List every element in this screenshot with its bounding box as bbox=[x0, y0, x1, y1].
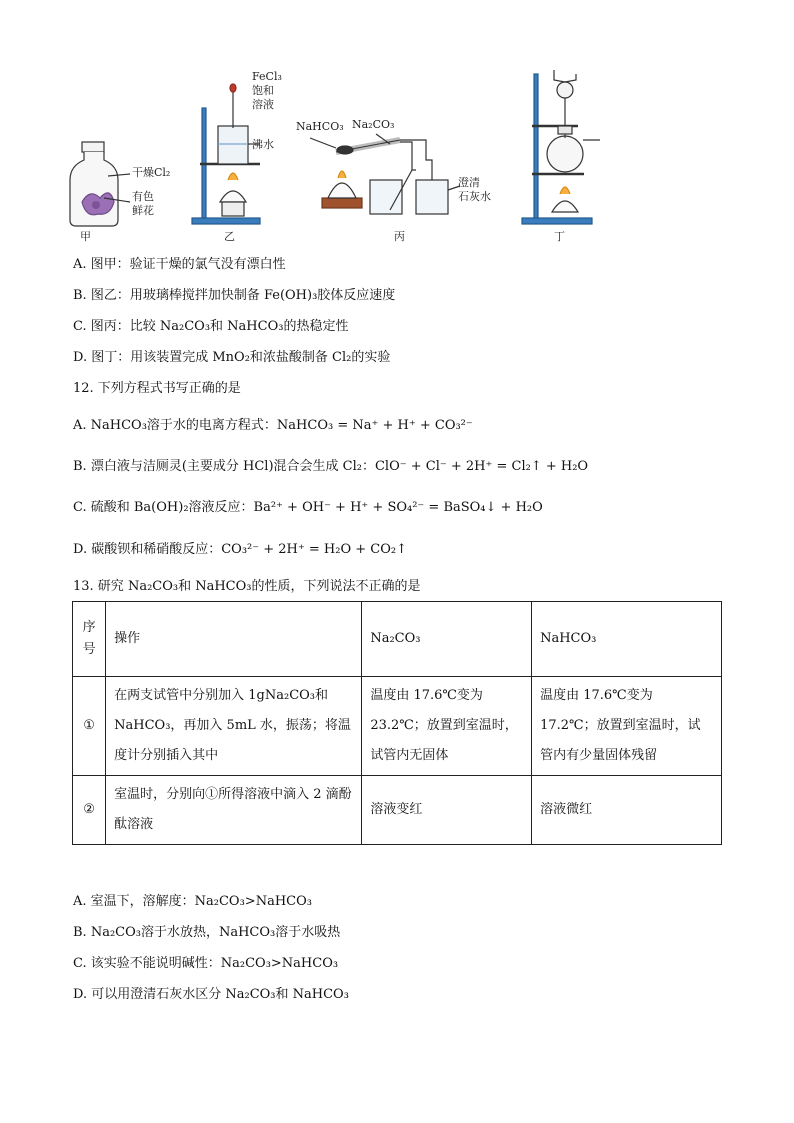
q11-option-b: B. 图乙：用玻璃棒搅拌加快制备 Fe(OH)₃胶体反应速度 bbox=[73, 288, 396, 303]
q13-option-a: A. 室温下，溶解度：Na₂CO₃>NaHCO₃ bbox=[73, 894, 312, 909]
table-cell: 在两支试管中分别加入 1gNa₂CO₃和 NaHCO₃，再加入 5mL 水，振荡；将温度计分别插入其中 bbox=[106, 677, 362, 776]
table-header-cell: Na₂CO₃ bbox=[362, 602, 532, 677]
table-cell: 室温时，分别向①所得溶液中滴入 2 滴酚酞溶液 bbox=[106, 776, 362, 845]
q11-option-c: C. 图丙：比较 Na₂CO₃和 NaHCO₃的热稳定性 bbox=[73, 319, 349, 334]
table-header-row bbox=[73, 602, 722, 677]
q11-option-a: A. 图甲：验证干燥的氯气没有漂白性 bbox=[73, 257, 286, 272]
table-row bbox=[73, 776, 722, 845]
fig-label-jia: 甲 bbox=[80, 230, 91, 243]
apparatus-bing bbox=[310, 134, 460, 214]
label-lime-water-2: 石灰水 bbox=[458, 190, 491, 203]
table-row bbox=[73, 677, 722, 776]
label-na2co3: Na₂CO₃ bbox=[352, 118, 395, 131]
q12-stem: 12. 下列方程式书写正确的是 bbox=[73, 381, 241, 396]
table-cell: 溶液微红 bbox=[532, 776, 722, 845]
q12-option-a: A. NaHCO₃溶于水的电离方程式：NaHCO₃ = Na⁺ + H⁺ + CO₃²⁻ bbox=[73, 418, 473, 433]
table-cell: 温度由 17.6℃变为 17.2℃；放置到室温时，试管内有少量固体残留 bbox=[532, 677, 722, 776]
label-lime-water-1: 澄清 bbox=[458, 176, 480, 189]
table-header-cell: 序号 bbox=[73, 602, 106, 677]
table-cell: ② bbox=[73, 776, 106, 845]
q13-option-c: C. 该实验不能说明碱性：Na₂CO₃>NaHCO₃ bbox=[73, 956, 339, 971]
table-cell: 温度由 17.6℃变为 23.2℃；放置到室温时，试管内无固体 bbox=[362, 677, 532, 776]
label-colored-1: 有色 bbox=[132, 190, 154, 203]
label-saturated-1: 饱和 bbox=[252, 84, 274, 97]
q12-option-c: C. 硫酸和 Ba(OH)₂溶液反应：Ba²⁺ + OH⁻ + H⁺ + SO₄²⁻ = BaSO₄↓ + H₂O bbox=[73, 500, 543, 515]
q13-option-d: D. 可以用澄清石灰水区分 Na₂CO₃和 NaHCO₃ bbox=[73, 987, 349, 1002]
label-saturated-2: 溶液 bbox=[252, 98, 274, 111]
apparatus-drawings bbox=[60, 60, 740, 250]
q13-table bbox=[72, 601, 722, 845]
q12-option-b: B. 漂白液与洁厕灵(主要成分 HCl)混合会生成 Cl₂：ClO⁻ + Cl⁻ + 2H⁺ = Cl₂↑ + H₂O bbox=[73, 459, 589, 474]
q13-option-b: B. Na₂CO₃溶于水放热，NaHCO₃溶于水吸热 bbox=[73, 925, 341, 940]
q11-option-d: D. 图丁：用该装置完成 MnO₂和浓盐酸制备 Cl₂的实验 bbox=[73, 350, 391, 365]
fig-label-yi: 乙 bbox=[224, 230, 235, 243]
apparatus-figure bbox=[60, 60, 740, 250]
fig-label-ding: 丁 bbox=[554, 230, 565, 243]
label-nahco3: NaHCO₃ bbox=[296, 120, 344, 133]
fig-label-bing: 丙 bbox=[394, 230, 405, 243]
label-colored-2: 鲜花 bbox=[132, 204, 154, 217]
apparatus-ding bbox=[522, 70, 600, 224]
table-header-cell: NaHCO₃ bbox=[532, 602, 722, 677]
q12-option-d: D. 碳酸钡和稀硝酸反应：CO₃²⁻ + 2H⁺ = H₂O + CO₂↑ bbox=[73, 542, 407, 557]
apparatus-jia bbox=[70, 142, 130, 226]
table-cell: 溶液变红 bbox=[362, 776, 532, 845]
table-cell: ① bbox=[73, 677, 106, 776]
label-boiling-water: 沸水 bbox=[252, 138, 274, 151]
label-fecl3: FeCl₃ bbox=[252, 70, 282, 83]
table-header-cell: 操作 bbox=[106, 602, 362, 677]
apparatus-yi bbox=[192, 84, 260, 224]
label-dry-cl2: 干燥Cl₂ bbox=[132, 166, 171, 179]
q13-stem: 13. 研究 Na₂CO₃和 NaHCO₃的性质，下列说法不正确的是 bbox=[73, 579, 421, 594]
